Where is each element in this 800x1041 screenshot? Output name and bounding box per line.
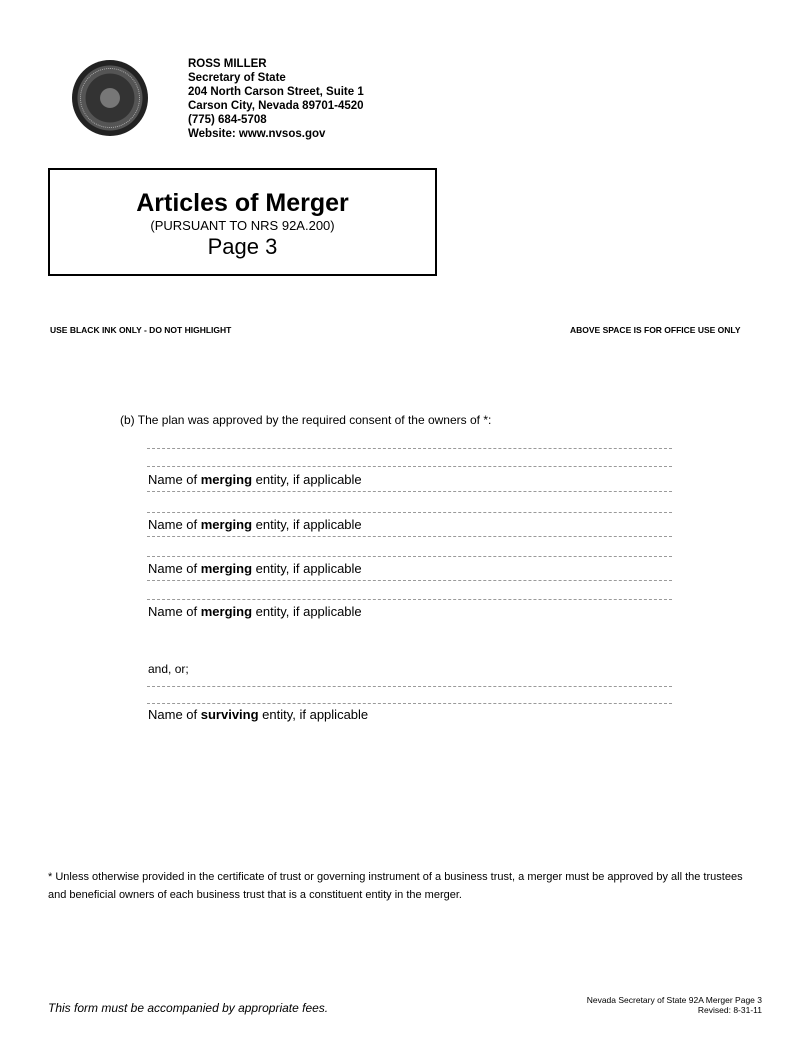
label-suffix: entity, if applicable <box>252 517 362 532</box>
label-suffix: entity, if applicable <box>252 561 362 576</box>
label-keyword: merging <box>200 561 253 576</box>
merging-entity-4-field[interactable] <box>147 599 672 600</box>
label-suffix: entity, if applicable <box>252 472 362 487</box>
ink-notice: USE BLACK INK ONLY - DO NOT HIGHLIGHT <box>50 325 232 335</box>
merging-entity-2-field-top[interactable] <box>147 491 672 492</box>
form-title-box <box>48 168 437 276</box>
and-or-text: and, or; <box>148 662 189 676</box>
label-keyword: merging <box>200 517 253 532</box>
merging-entity-1-field[interactable] <box>147 466 672 467</box>
label-prefix: Name of <box>148 604 201 619</box>
label-prefix: Name of <box>148 472 201 487</box>
merging-entity-2-field[interactable] <box>147 512 672 513</box>
label-keyword: surviving <box>200 707 259 722</box>
merging-entity-1-label <box>148 472 362 487</box>
form-title: Articles of Merger <box>136 189 349 217</box>
secretary-of-state-block <box>188 57 364 141</box>
website: Website: www.nvsos.gov <box>188 128 326 140</box>
merging-entity-3-label <box>148 561 362 576</box>
secretary-name: ROSS MILLER <box>188 58 267 70</box>
secretary-title: Secretary of State <box>188 72 286 84</box>
state-seal-icon <box>72 60 148 136</box>
merging-entity-3-field-top[interactable] <box>147 536 672 537</box>
form-id-line: Nevada Secretary of State 92A Merger Page 3 <box>586 995 762 1005</box>
merging-entity-2-label <box>148 517 362 532</box>
label-prefix: Name of <box>148 707 201 722</box>
merging-entity-4-field-top[interactable] <box>147 580 672 581</box>
surviving-entity-field-top[interactable] <box>147 686 672 687</box>
surviving-entity-field[interactable] <box>147 703 672 704</box>
form-identifier <box>587 995 762 1015</box>
address-line-2: Carson City, Nevada 89701-4520 <box>188 100 364 112</box>
label-suffix: entity, if applicable <box>258 707 369 722</box>
office-use-notice: ABOVE SPACE IS FOR OFFICE USE ONLY <box>570 325 741 335</box>
surviving-entity-label <box>148 707 368 722</box>
revised-date: Revised: 8-31-11 <box>697 1005 762 1015</box>
merging-entity-3-field[interactable] <box>147 556 672 557</box>
form-subtitle: (PURSUANT TO NRS 92A.200) <box>150 218 335 233</box>
fees-notice: This form must be accompanied by appropriate fees. <box>48 1001 329 1015</box>
footnote: * Unless otherwise provided in the certificate of trust or governing instrument of a business trust, a merger must be approved by all the trustees and beneficial owners of each business trust that is a constituent entity in the merger. <box>48 871 743 901</box>
label-prefix: Name of <box>148 517 201 532</box>
merging-entity-4-label <box>148 604 362 619</box>
page-number: Page 3 <box>207 234 278 259</box>
label-keyword: merging <box>200 472 253 487</box>
label-keyword: merging <box>200 604 253 619</box>
label-suffix: entity, if applicable <box>252 604 362 619</box>
phone-number: (775) 684-5708 <box>188 114 267 126</box>
address-line-1: 204 North Carson Street, Suite 1 <box>188 86 364 98</box>
label-prefix: Name of <box>148 561 201 576</box>
merging-entity-1-field-top[interactable] <box>147 448 672 449</box>
approval-statement: (b) The plan was approved by the required consent of the owners of *: <box>120 413 492 427</box>
